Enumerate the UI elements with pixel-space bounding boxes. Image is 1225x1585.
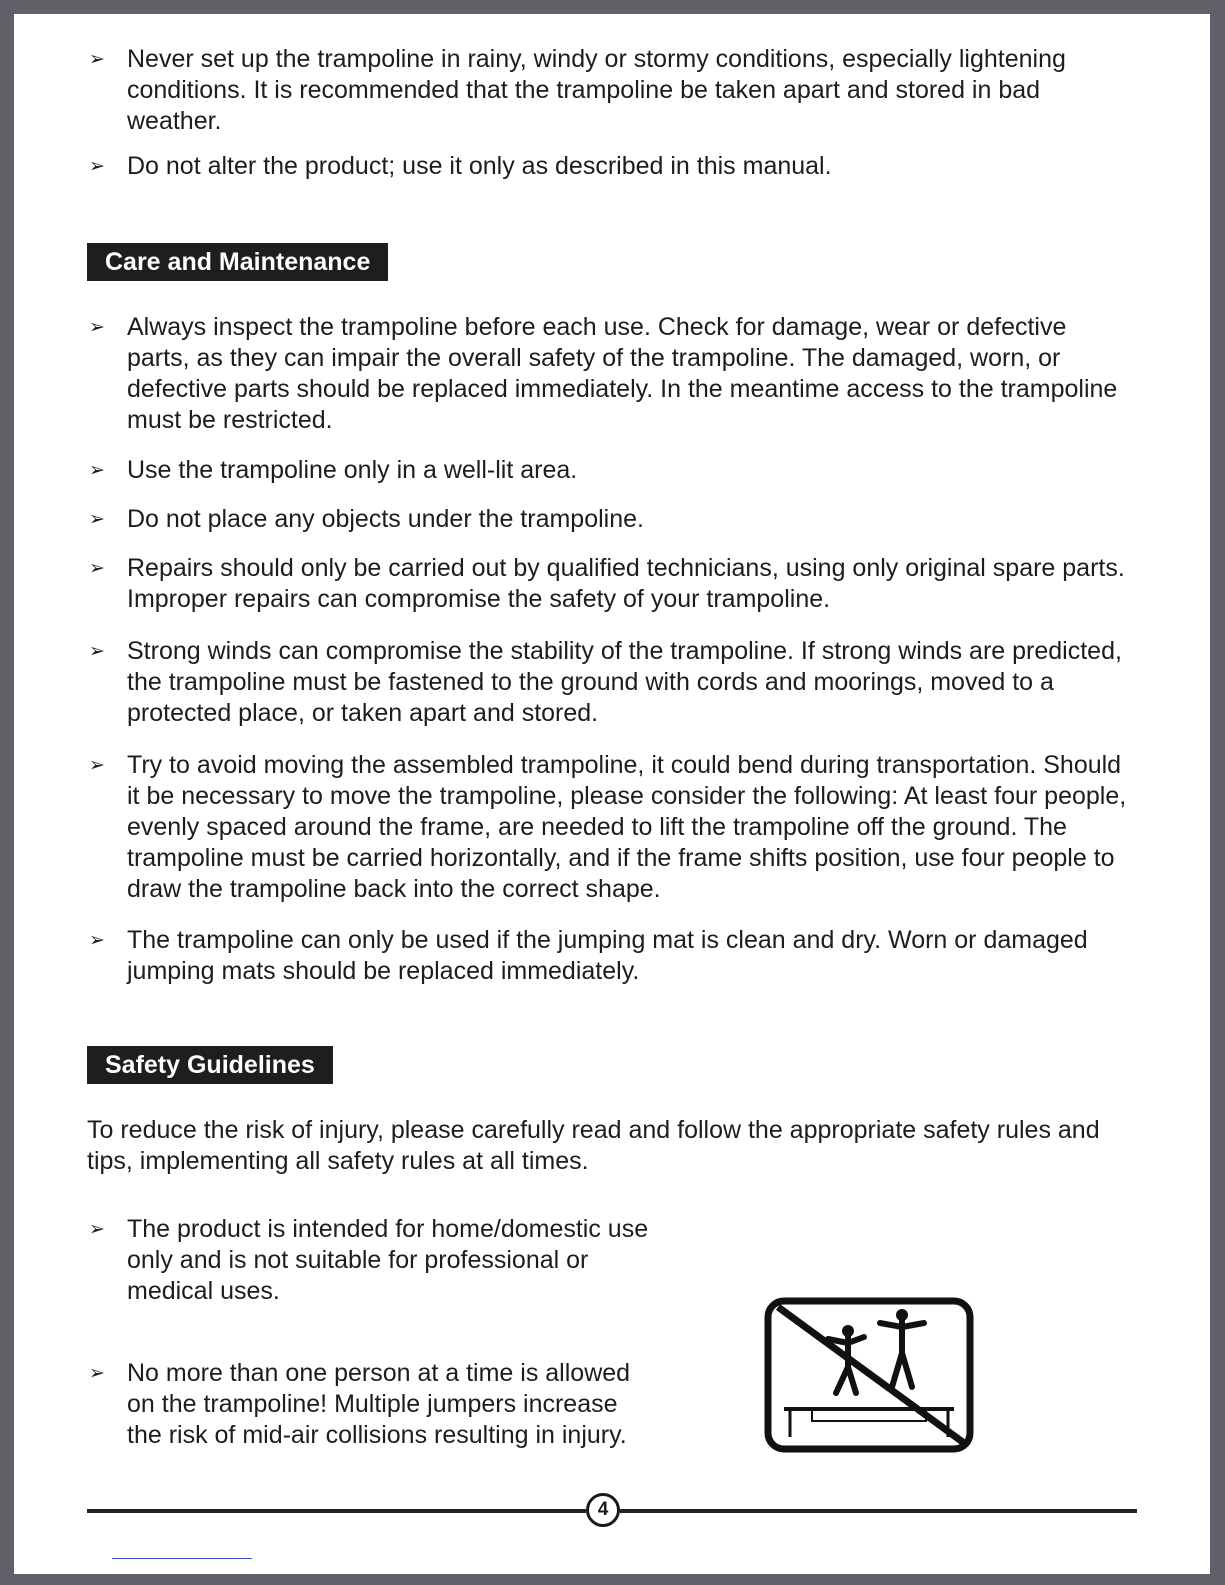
footer-rule-left <box>87 1509 586 1513</box>
list-item <box>89 1214 649 1307</box>
bullet-text: Do not alter the product; use it only as described in this manual. <box>127 152 832 180</box>
bullet-text: Use the trampoline only in a well-lit area. <box>127 456 578 484</box>
list-item <box>89 312 1134 436</box>
safety-guidelines-heading: Safety Guidelines <box>87 1046 333 1084</box>
list-item <box>89 151 1134 182</box>
list-item <box>89 44 1134 137</box>
care-maintenance-heading: Care and Maintenance <box>87 243 388 281</box>
bullet-text: The product is intended for home/domestic use only and is not suitable for professional or medical uses. <box>127 1215 649 1305</box>
link-underline-fragment <box>112 1558 252 1559</box>
bullet-text: Repairs should only be carried out by qualified technicians, using only original spare parts. Improper repairs can compromise the safety of your trampoline. <box>127 554 1125 613</box>
bullet-text: Strong winds can compromise the stability of the trampoline. If strong winds are predicted, the trampoline must be fastened to the ground with cords and moorings, moved to a protected place, or taken apart and stored. <box>127 637 1122 727</box>
arrow-bullet-icon: ➢ <box>89 1363 105 1384</box>
arrow-bullet-icon: ➢ <box>89 317 105 338</box>
safety-intro-paragraph: To reduce the risk of injury, please carefully read and follow the appropriate safety rules and tips, implementing all safety rules at all times. <box>87 1116 1100 1175</box>
footer-rule-right <box>620 1509 1137 1513</box>
list-item <box>89 455 1134 486</box>
bullet-text: Try to avoid moving the assembled trampoline, it could bend during transportation. Should it be necessary to move the trampoline, please consider the following: At least four people, evenly spaced around the frame, are needed to lift the trampoline off the ground. The trampoline must be carried horizontally, and if the frame shifts position, use four people to draw the trampoline back into the correct shape. <box>127 751 1127 903</box>
list-item <box>89 636 1134 729</box>
arrow-bullet-icon: ➢ <box>89 156 105 177</box>
bullet-text: Do not place any objects under the trampoline. <box>127 505 644 533</box>
arrow-bullet-icon: ➢ <box>89 460 105 481</box>
arrow-bullet-icon: ➢ <box>89 755 105 776</box>
arrow-bullet-icon: ➢ <box>89 641 105 662</box>
list-item <box>89 925 1134 987</box>
manual-page <box>14 14 1210 1574</box>
arrow-bullet-icon: ➢ <box>89 558 105 579</box>
bullet-text: The trampoline can only be used if the jumping mat is clean and dry. Worn or damaged jumping mats should be replaced immediately. <box>127 926 1088 985</box>
bullet-text: Never set up the trampoline in rainy, windy or stormy conditions, especially lightening conditions. It is recommended that the trampoline be taken apart and stored in bad weather. <box>127 45 1066 135</box>
arrow-bullet-icon: ➢ <box>89 930 105 951</box>
bullet-text: Always inspect the trampoline before each use. Check for damage, wear or defective parts, as they can impair the overall safety of the trampoline. The damaged, worn, or defective parts should be replaced immediately. In the meantime access to the trampoline must be restricted. <box>127 313 1118 434</box>
arrow-bullet-icon: ➢ <box>89 509 105 530</box>
list-item <box>89 1358 649 1451</box>
list-item <box>89 553 1134 615</box>
page-number: 4 <box>586 1493 620 1527</box>
arrow-bullet-icon: ➢ <box>89 49 105 70</box>
arrow-bullet-icon: ➢ <box>89 1219 105 1240</box>
no-multiple-jumpers-icon <box>764 1297 974 1453</box>
list-item <box>89 504 1134 535</box>
bullet-text: No more than one person at a time is allowed on the trampoline! Multiple jumpers increase the risk of mid-air collisions resulting in injury. <box>127 1359 631 1449</box>
list-item <box>89 750 1134 905</box>
